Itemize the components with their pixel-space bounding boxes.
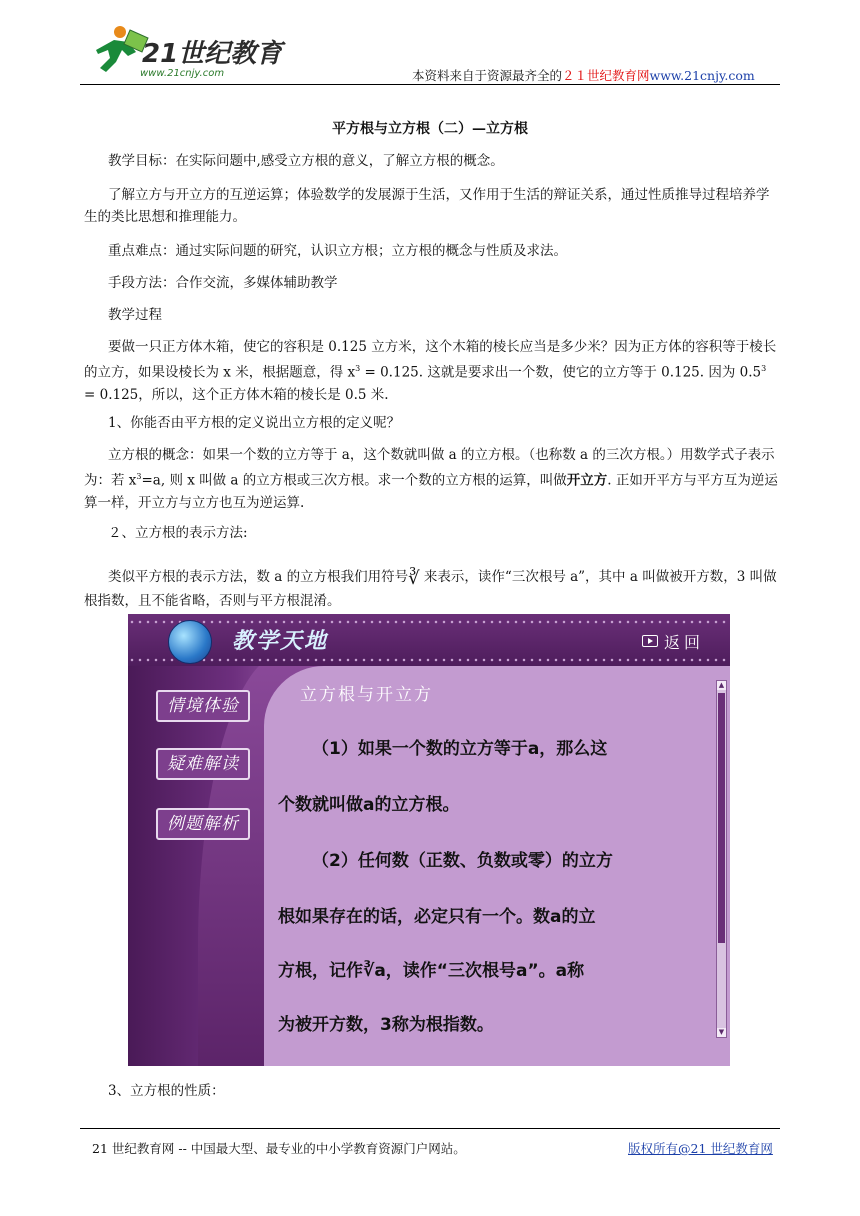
definition-text-a: 立方根的概念：如果一个数的立方等于 a，这个数就叫做 a 的立方根。（也称数 a 的三次方根。）用数学式子表示为：若 x	[84, 447, 775, 489]
paragraph-example	[84, 336, 780, 406]
example-text-c: = 0.125，所以，这个正方体木箱的棱长是 0.5 米.	[84, 386, 389, 403]
source-prefix: 本资料来自于资源最齐全的	[412, 68, 563, 83]
paragraph-process: 教学过程	[108, 307, 162, 323]
side-button-examples[interactable]: 例题解析	[156, 808, 250, 840]
source-url-link[interactable]: www.21cnjy.com	[649, 68, 755, 83]
globe-icon	[168, 620, 212, 664]
paragraph-notation	[84, 566, 780, 612]
side-button-scenario[interactable]: 情境体验	[156, 690, 250, 722]
scroll-down-icon[interactable]: ▼	[718, 1028, 725, 1036]
play-icon	[642, 635, 658, 647]
copyright-link[interactable]: 版权所有@21 世纪教育网	[628, 1141, 773, 1156]
paragraph-goal-detail: 了解立方与开立方的互逆运算；体验数学的发展源于生活，又作用于生活的辩证关系，通过性质推导过程培养学生的类比思想和推理能力。	[84, 187, 770, 225]
topbar-dots	[128, 658, 730, 662]
paragraph-methods: 手段方法：合作交流，多媒体辅助教学	[108, 275, 338, 291]
back-button[interactable]	[642, 630, 704, 653]
footer-text: 21 世纪教育网 -- 中国最大型、最专业的中小学教育资源门户网站。	[92, 1141, 466, 1156]
definition-text-c: . 正如开平方与平方互为逆运算一样，开立方与立方也互为逆运算.	[84, 472, 778, 511]
lesson-screenshot	[128, 614, 730, 1066]
example-text-b: = 0.125. 这就是要求出一个数，使它的立方等于 0.125. 因为 0.5	[360, 364, 762, 381]
scroll-thumb[interactable]	[718, 693, 725, 943]
document-title: 平方根与立方根（二）—立方根	[332, 121, 528, 137]
side-button-difficulty[interactable]: 疑难解读	[156, 748, 250, 780]
screen-line: （2）任何数（正数、负数或零）的立方	[312, 851, 613, 871]
footer-divider	[80, 1128, 780, 1129]
scroll-up-icon[interactable]: ▲	[718, 681, 725, 689]
screen-line: 为被开方数，3称为根指数。	[278, 1015, 494, 1035]
screen-scrollbar[interactable]	[716, 680, 727, 1038]
site-logo	[84, 22, 294, 84]
back-label: 返回	[664, 633, 705, 652]
superscript: 3	[355, 364, 361, 373]
definition-text-b: =a, 则 x 叫做 a 的立方根或三次方根。求一个数的立方根的运算，叫做	[141, 472, 567, 489]
screen-topbar	[128, 614, 730, 666]
superscript: 3	[136, 472, 142, 481]
paragraph-definition	[84, 444, 780, 514]
screen-line: 个数就叫做a的立方根。	[278, 795, 460, 815]
section-heading-notation: ２、立方根的表示方法:	[108, 525, 248, 541]
topbar-dots	[128, 620, 730, 624]
paragraph-goal: 教学目标：在实际问题中,感受立方根的意义，了解立方根的概念。	[108, 153, 504, 169]
screen-line: （1）如果一个数的立方等于a，那么这	[312, 739, 608, 759]
header-source	[412, 66, 755, 84]
section-heading-properties: 3、立方根的性质：	[108, 1083, 225, 1099]
notation-text-a: 类似平方根的表示方法，数 a 的立方根我们用符号	[108, 569, 409, 585]
question-1: 1、你能否由平方根的定义说出立方根的定义呢？	[108, 415, 401, 431]
header-divider	[80, 84, 780, 85]
example-text-a: 要做一只正方体木箱，使它的容积是 0.125 立方米，这个木箱的棱长应当是多少米？因为正方体的容积等于棱长的立方，如果设棱长为 x 米，根据题意，得 x	[84, 339, 777, 381]
logo-text: 21世纪教育	[142, 39, 283, 69]
screen-line: 方根，记作∛a，读作“三次根号a”。a称	[278, 961, 585, 981]
notation-text-b: 来表示，读作“三次根号 a”，其中 a 叫做被开方数，3 叫做根指数，且不能省略，否则与平方根混淆。	[84, 569, 777, 609]
source-site[interactable]: ２１世纪教育网	[562, 68, 650, 83]
runner-icon	[96, 26, 148, 72]
logo-url: www.21cnjy.com	[140, 68, 225, 79]
screen-line: 根如果存在的话，必定只有一个。数a的立	[278, 907, 596, 927]
superscript: 3	[761, 364, 767, 373]
screen-title: 教学天地	[232, 629, 329, 654]
paragraph-key-points: 重点难点：通过实际问题的研究，认识立方根；立方根的概念与性质及求法。	[108, 243, 567, 259]
definition-term: 开立方	[566, 472, 608, 489]
cube-root-symbol: ∛	[408, 568, 420, 589]
screen-heading: 立方根与开立方	[300, 685, 433, 705]
